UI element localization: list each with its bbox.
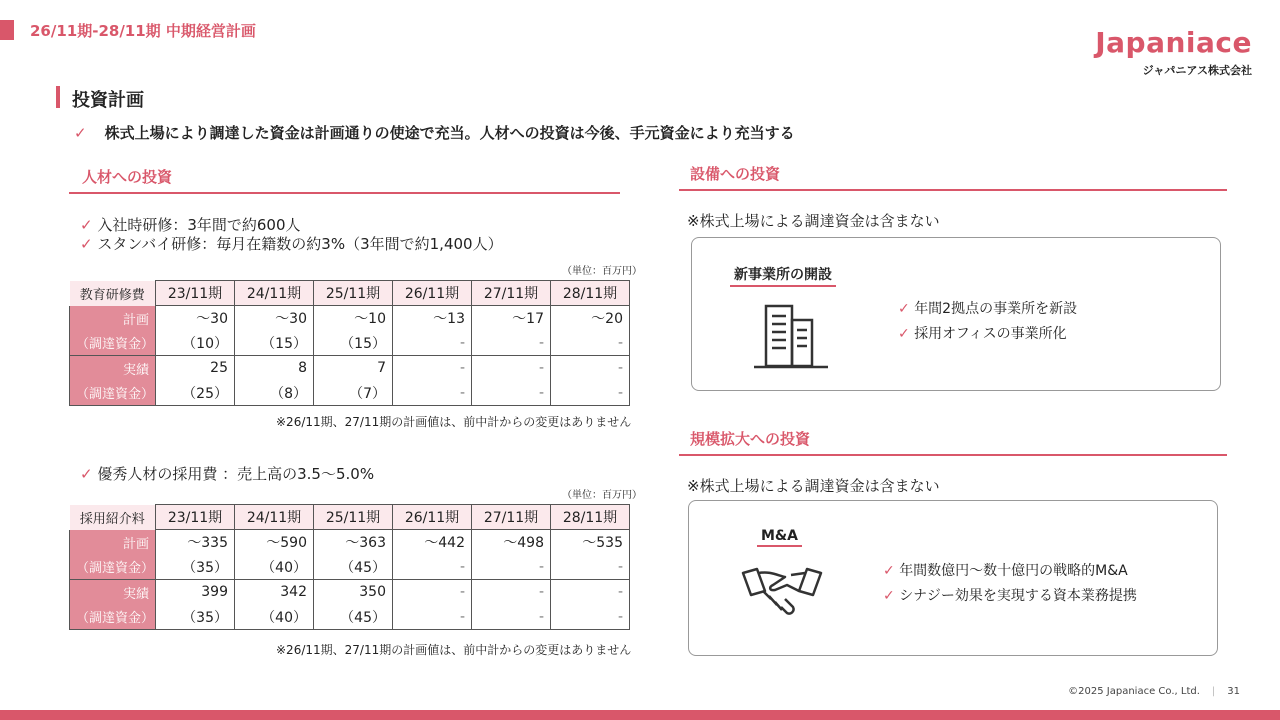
company-logo: Japaniace [1095, 26, 1252, 59]
bullet-text: 年間数億円～数十億円の戦略的M&A [899, 563, 1128, 579]
row-header: 実績 [70, 580, 156, 605]
check-icon: ✓ [80, 235, 98, 253]
table-cell: - [393, 381, 472, 406]
table-cell: 399 [156, 580, 235, 605]
table-cell: ～10 [314, 306, 393, 331]
page-title: 投資計画 [72, 90, 144, 111]
table-note: ※26/11期、27/11期の計画値は、前中計からの変更はありません [276, 415, 632, 429]
table-cell: - [393, 605, 472, 630]
table-cell: 350 [314, 580, 393, 605]
scale-investment-heading: 規模拡大への投資 [690, 430, 811, 448]
table-cell: （45） [314, 555, 393, 580]
table-row [70, 530, 630, 555]
column-header: 26/11期 [393, 281, 472, 306]
table-cell: 342 [235, 580, 314, 605]
table-cell: （7） [314, 381, 393, 406]
company-name: ジャパニアス株式会社 [1142, 64, 1252, 77]
divider [69, 192, 620, 194]
table-cell: - [472, 381, 551, 406]
column-header: 27/11期 [472, 505, 551, 530]
bullet-text: 優秀人材の採用費 ：売上高の3.5～5.0% [97, 465, 375, 483]
row-header: 計画 [70, 530, 156, 555]
table-cell: ～17 [472, 306, 551, 331]
table-row [70, 331, 630, 356]
check-icon: ✓ [74, 124, 87, 142]
lead-text: 株式上場により調達した資金は計画通りの使途で充当。人材への投資は今後、手元資金により充当する [104, 124, 795, 142]
divider [679, 189, 1227, 191]
check-icon: ✓ [883, 588, 900, 604]
table-row [70, 356, 630, 381]
table-cell: ～535 [551, 530, 630, 555]
table-label: 採用紹介料 [70, 505, 156, 530]
bullet-text: 入社時研修：3年間で約600人 [97, 216, 301, 234]
column-header: 25/11期 [314, 505, 393, 530]
check-icon: ✓ [883, 563, 900, 579]
column-header: 23/11期 [156, 281, 235, 306]
table-cell: ～363 [314, 530, 393, 555]
training-cost-table [69, 280, 630, 406]
table-row [70, 555, 630, 580]
table-cell: - [551, 580, 630, 605]
table-cell: - [551, 555, 630, 580]
row-header: 実績 [70, 356, 156, 381]
table-row [70, 306, 630, 331]
table-cell: - [472, 580, 551, 605]
column-header: 23/11期 [156, 505, 235, 530]
table-cell: （35） [156, 605, 235, 630]
column-header: 26/11期 [393, 505, 472, 530]
column-header: 27/11期 [472, 281, 551, 306]
column-header: 28/11期 [551, 505, 630, 530]
check-icon: ✓ [80, 465, 98, 483]
table-cell: （40） [235, 555, 314, 580]
footer: ©2025 Japaniace Co., Ltd. | 31 [1068, 686, 1240, 697]
row-header: （調達資金） [70, 555, 156, 580]
table-cell: - [551, 605, 630, 630]
divider [679, 454, 1227, 456]
hr-bullets [80, 216, 503, 254]
table-cell: - [472, 331, 551, 356]
table-cell: ～30 [235, 306, 314, 331]
row-header: 計画 [70, 306, 156, 331]
table-row [70, 381, 630, 406]
table-cell: ～20 [551, 306, 630, 331]
card-tag: M&A [757, 528, 802, 547]
row-header: （調達資金） [70, 331, 156, 356]
facility-investment-heading: 設備への投資 [690, 165, 781, 183]
table-note: ※26/11期、27/11期の計画値は、前中計からの変更はありません [276, 643, 632, 657]
table-cell: （8） [235, 381, 314, 406]
table-cell: - [393, 331, 472, 356]
recruit-fee-table [69, 504, 630, 630]
table-cell: ～498 [472, 530, 551, 555]
office-building-icon [754, 298, 828, 372]
table-cell: （15） [235, 331, 314, 356]
hr-investment-heading: 人材への投資 [82, 168, 173, 186]
table-cell: （40） [235, 605, 314, 630]
table-cell: ～590 [235, 530, 314, 555]
check-icon: ✓ [898, 301, 915, 317]
table-label: 教育研修費 [70, 281, 156, 306]
table-cell: （10） [156, 331, 235, 356]
table-cell: - [393, 356, 472, 381]
unit-label: （単位：百万円） [562, 266, 642, 277]
table-row [70, 605, 630, 630]
column-header: 28/11期 [551, 281, 630, 306]
row-header: （調達資金） [70, 381, 156, 406]
row-header: （調達資金） [70, 605, 156, 630]
table-cell: （35） [156, 555, 235, 580]
bullet-text: 採用オフィスの事業所化 [914, 326, 1067, 342]
section-accent [56, 86, 60, 108]
table-cell: ～335 [156, 530, 235, 555]
table-cell: - [472, 605, 551, 630]
footer-bar [0, 710, 1280, 720]
lead-statement [74, 122, 795, 143]
table-cell: （45） [314, 605, 393, 630]
facility-note: ※株式上場による調達資金は含まない [687, 212, 940, 230]
scale-note: ※株式上場による調達資金は含まない [687, 477, 940, 495]
scale-card [688, 500, 1218, 656]
column-header: 24/11期 [235, 281, 314, 306]
facility-bullets [898, 297, 1077, 347]
table-cell: - [472, 555, 551, 580]
table-cell: ～13 [393, 306, 472, 331]
table-cell: （25） [156, 381, 235, 406]
unit-label: （単位：百万円） [562, 490, 642, 501]
deck-title: 26/11期-28/11期 中期経営計画 [30, 22, 256, 40]
table-cell: - [551, 356, 630, 381]
table-cell: - [551, 381, 630, 406]
table-cell: ～442 [393, 530, 472, 555]
table-cell: ～30 [156, 306, 235, 331]
handshake-icon [739, 565, 825, 625]
table-cell: - [472, 356, 551, 381]
table-row [70, 580, 630, 605]
facility-card [691, 237, 1221, 391]
bullet-text: スタンバイ研修：毎月在籍数の約3%（3年間で約1,400人） [97, 235, 503, 253]
table-cell: - [551, 331, 630, 356]
table-cell: 25 [156, 356, 235, 381]
table-cell: 8 [235, 356, 314, 381]
column-header: 25/11期 [314, 281, 393, 306]
column-header: 24/11期 [235, 505, 314, 530]
table-cell: （15） [314, 331, 393, 356]
scale-bullets [883, 559, 1137, 609]
check-icon: ✓ [898, 326, 915, 342]
header-accent [0, 20, 14, 40]
page-number: 31 [1227, 686, 1240, 697]
table-cell: - [393, 580, 472, 605]
bullet-text: シナジー効果を実現する資本業務提携 [899, 588, 1137, 604]
recruit-bullet [80, 465, 374, 484]
check-icon: ✓ [80, 216, 98, 234]
card-tag: 新事業所の開設 [730, 264, 836, 287]
copyright: ©2025 Japaniace Co., Ltd. [1068, 686, 1200, 697]
table-cell: 7 [314, 356, 393, 381]
bullet-text: 年間2拠点の事業所を新設 [914, 301, 1078, 317]
table-cell: - [393, 555, 472, 580]
